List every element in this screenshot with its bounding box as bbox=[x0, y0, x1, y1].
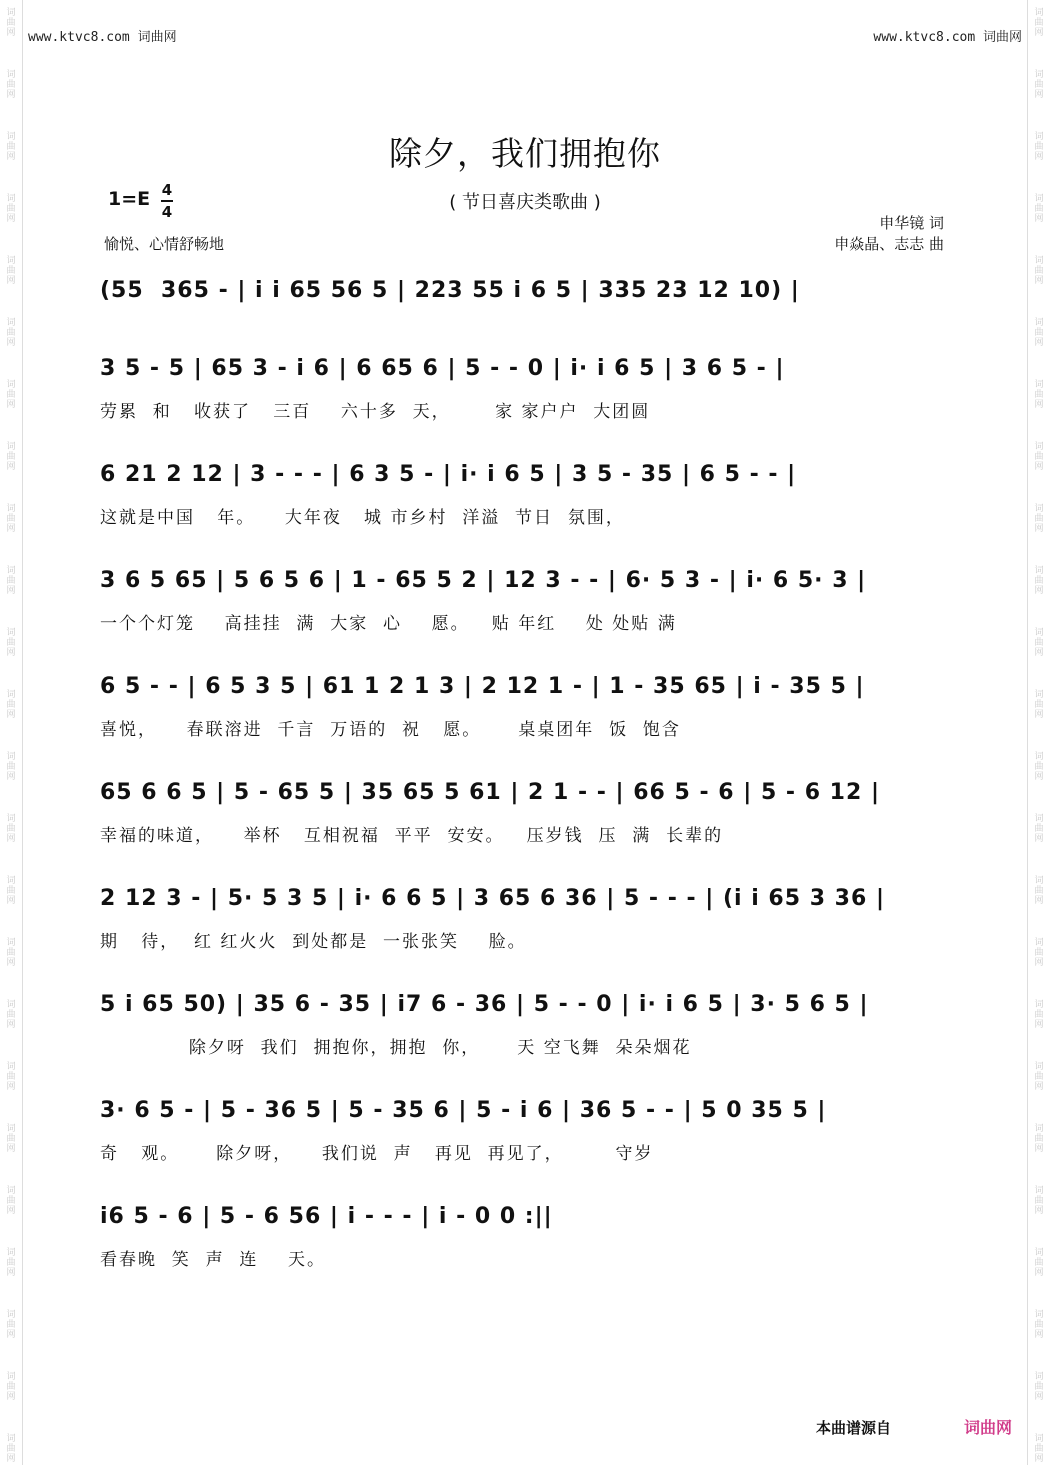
side-watermark-stamp: 词 曲 网 bbox=[6, 1248, 16, 1278]
side-watermark-stamp: 词 曲 网 bbox=[1034, 8, 1044, 38]
side-watermark-stamp: 词 曲 网 bbox=[6, 566, 16, 596]
score-line-9-lyrics: 奇 观。 除夕呀， 我们说 声 再见 再见了， 守岁 bbox=[100, 1144, 654, 1164]
time-signature-bottom: 4 bbox=[161, 203, 173, 221]
side-watermark-stamp: 词 曲 网 bbox=[6, 380, 16, 410]
side-watermark-stamp: 词 曲 网 bbox=[6, 814, 16, 844]
side-watermark-stamp: 词 曲 网 bbox=[6, 256, 16, 286]
header-left-url: www.ktvc8.com 词曲网 bbox=[28, 30, 177, 45]
side-watermark-stamp: 词 曲 网 bbox=[6, 132, 16, 162]
side-watermark-stamp: 词 曲 网 bbox=[6, 8, 16, 38]
side-watermark-stamp: 词 曲 网 bbox=[6, 1186, 16, 1216]
side-watermark-stamp: 词 曲 网 bbox=[1034, 1062, 1044, 1092]
time-signature bbox=[160, 180, 174, 222]
score-line-3-lyrics: 这就是中国 年。 大年夜 城 市乡村 洋溢 节日 氛围， bbox=[100, 508, 625, 528]
side-watermark-stamp: 词 曲 网 bbox=[1034, 566, 1044, 596]
side-watermark-stamp: 词 曲 网 bbox=[6, 504, 16, 534]
side-watermark-stamp: 词 曲 网 bbox=[1034, 504, 1044, 534]
side-watermark-stamp: 词 曲 网 bbox=[1034, 380, 1044, 410]
lyricist-credit: 申华镜 词 bbox=[879, 214, 944, 232]
score-line-2-lyrics: 劳累 和 收获了 三百 六十多 天， 家 家户户 大团圆 bbox=[100, 402, 651, 422]
score-line-6-notes: 65 6 6 5 | 5 - 65 5 | 35 65 5 61 | 2 1 - - | 66 5 - 6 | 5 - 6 12 | bbox=[100, 780, 880, 805]
score-line-8-lyrics: 除夕呀 我们 拥抱你，拥抱 你， 天 空飞舞 朵朵烟花 bbox=[100, 1038, 692, 1058]
side-watermark-stamp: 词 曲 网 bbox=[1034, 70, 1044, 100]
side-watermark-stamp: 词 曲 网 bbox=[6, 628, 16, 658]
score-line-10-notes: i6 5 - 6 | 5 - 6 56 | i - - - | i - 0 0 :|| bbox=[100, 1204, 553, 1229]
side-watermark-stamp: 词 曲 网 bbox=[1034, 194, 1044, 224]
side-watermark-stamp: 词 曲 网 bbox=[1034, 318, 1044, 348]
side-watermark-stamp: 词 曲 网 bbox=[1034, 628, 1044, 658]
footer-brand-logo: 词曲网 bbox=[964, 1418, 1013, 1437]
time-signature-top: 4 bbox=[161, 181, 173, 199]
side-watermark-stamp: 词 曲 网 bbox=[1034, 814, 1044, 844]
side-watermark-stamp: 词 曲 网 bbox=[1034, 1124, 1044, 1154]
side-watermark-stamp: 词 曲 网 bbox=[6, 442, 16, 472]
side-watermark-stamp: 词 曲 网 bbox=[6, 1062, 16, 1092]
side-watermark-stamp: 词 曲 网 bbox=[1034, 132, 1044, 162]
score-line-1-notes: (55 365 - | i i 65 56 5 | 223 55 i 6 5 | 335 23 12 10) | bbox=[100, 278, 800, 303]
song-subtitle: ( 节日喜庆类歌曲 ) bbox=[449, 192, 601, 213]
score-line-8-notes: 5 i 65 50) | 35 6 - 35 | i7 6 - 36 | 5 - - 0 | i· i 6 5 | 3· 5 6 5 | bbox=[100, 992, 869, 1017]
time-signature-bar bbox=[161, 200, 173, 202]
score-line-7-lyrics: 期 待， 红 红火火 到处都是 一张张笑 脸。 bbox=[100, 932, 527, 952]
side-watermark-stamp: 词 曲 网 bbox=[1034, 938, 1044, 968]
side-watermark-stamp: 词 曲 网 bbox=[6, 752, 16, 782]
score-line-5-notes: 6 5 - - | 6 5 3 5 | 61 1 2 1 3 | 2 12 1 - | 1 - 35 65 | i - 35 5 | bbox=[100, 674, 865, 699]
side-watermark-stamp: 词 曲 网 bbox=[6, 938, 16, 968]
score-line-10-lyrics: 看春晚 笑 声 连 天。 bbox=[100, 1250, 327, 1270]
side-watermark-stamp: 词 曲 网 bbox=[6, 194, 16, 224]
score-line-2-notes: 3 5 - 5 | 65 3 - i 6 | 6 65 6 | 5 - - 0 | i· i 6 5 | 3 6 5 - | bbox=[100, 356, 785, 381]
score-line-7-notes: 2 12 3 - | 5· 5 3 5 | i· 6 6 5 | 3 65 6 36 | 5 - - - | (i i 65 3 36 | bbox=[100, 886, 885, 911]
score-line-3-notes: 6 21 2 12 | 3 - - - | 6 3 5 - | i· i 6 5 | 3 5 - 35 | 6 5 - - | bbox=[100, 462, 797, 487]
key-signature: 1=E bbox=[108, 188, 151, 210]
side-watermark-stamp: 词 曲 网 bbox=[6, 318, 16, 348]
score-line-6-lyrics: 幸福的味道， 举杯 互相祝福 平平 安安。 压岁钱 压 满 长辈的 bbox=[100, 826, 724, 846]
side-watermark-stamp: 词 曲 网 bbox=[6, 690, 16, 720]
side-watermark-stamp: 词 曲 网 bbox=[6, 1372, 16, 1402]
score-line-4-notes: 3 6 5 65 | 5 6 5 6 | 1 - 65 5 2 | 12 3 - - | 6· 5 3 - | i· 6 5· 3 | bbox=[100, 568, 867, 593]
side-watermark-stamp: 词 曲 网 bbox=[1034, 256, 1044, 286]
left-watermark-strip bbox=[0, 0, 23, 1465]
side-watermark-stamp: 词 曲 网 bbox=[6, 876, 16, 906]
side-watermark-stamp: 词 曲 网 bbox=[6, 1124, 16, 1154]
song-title: 除夕，我们拥抱你 bbox=[389, 134, 661, 173]
footer-source-label: 本曲谱源自 bbox=[816, 1419, 892, 1437]
side-watermark-stamp: 词 曲 网 bbox=[1034, 1434, 1044, 1464]
side-watermark-stamp: 词 曲 网 bbox=[1034, 1310, 1044, 1340]
score-line-9-notes: 3· 6 5 - | 5 - 36 5 | 5 - 35 6 | 5 - i 6 | 36 5 - - | 5 0 35 5 | bbox=[100, 1098, 827, 1123]
composer-credit: 申焱晶、志志 曲 bbox=[834, 235, 944, 253]
right-watermark-strip bbox=[1027, 0, 1050, 1465]
side-watermark-stamp: 词 曲 网 bbox=[6, 1434, 16, 1464]
score-line-4-lyrics: 一个个灯笼 高挂挂 满 大家 心 愿。 贴 年红 处 处贴 满 bbox=[100, 614, 677, 634]
side-watermark-stamp: 词 曲 网 bbox=[1034, 442, 1044, 472]
side-watermark-stamp: 词 曲 网 bbox=[6, 1000, 16, 1030]
header-right-url: www.ktvc8.com 词曲网 bbox=[873, 30, 1022, 45]
side-watermark-stamp: 词 曲 网 bbox=[1034, 1000, 1044, 1030]
side-watermark-stamp: 词 曲 网 bbox=[1034, 1186, 1044, 1216]
tempo-mood: 愉悦、心情舒畅地 bbox=[104, 235, 225, 253]
side-watermark-stamp: 词 曲 网 bbox=[1034, 752, 1044, 782]
side-watermark-stamp: 词 曲 网 bbox=[1034, 1248, 1044, 1278]
side-watermark-stamp: 词 曲 网 bbox=[1034, 1372, 1044, 1402]
side-watermark-stamp: 词 曲 网 bbox=[1034, 876, 1044, 906]
side-watermark-stamp: 词 曲 网 bbox=[1034, 690, 1044, 720]
side-watermark-stamp: 词 曲 网 bbox=[6, 1310, 16, 1340]
score-line-5-lyrics: 喜悦， 春联溶进 千言 万语的 祝 愿。 桌桌团年 饭 饱含 bbox=[100, 720, 681, 740]
side-watermark-stamp: 词 曲 网 bbox=[6, 70, 16, 100]
